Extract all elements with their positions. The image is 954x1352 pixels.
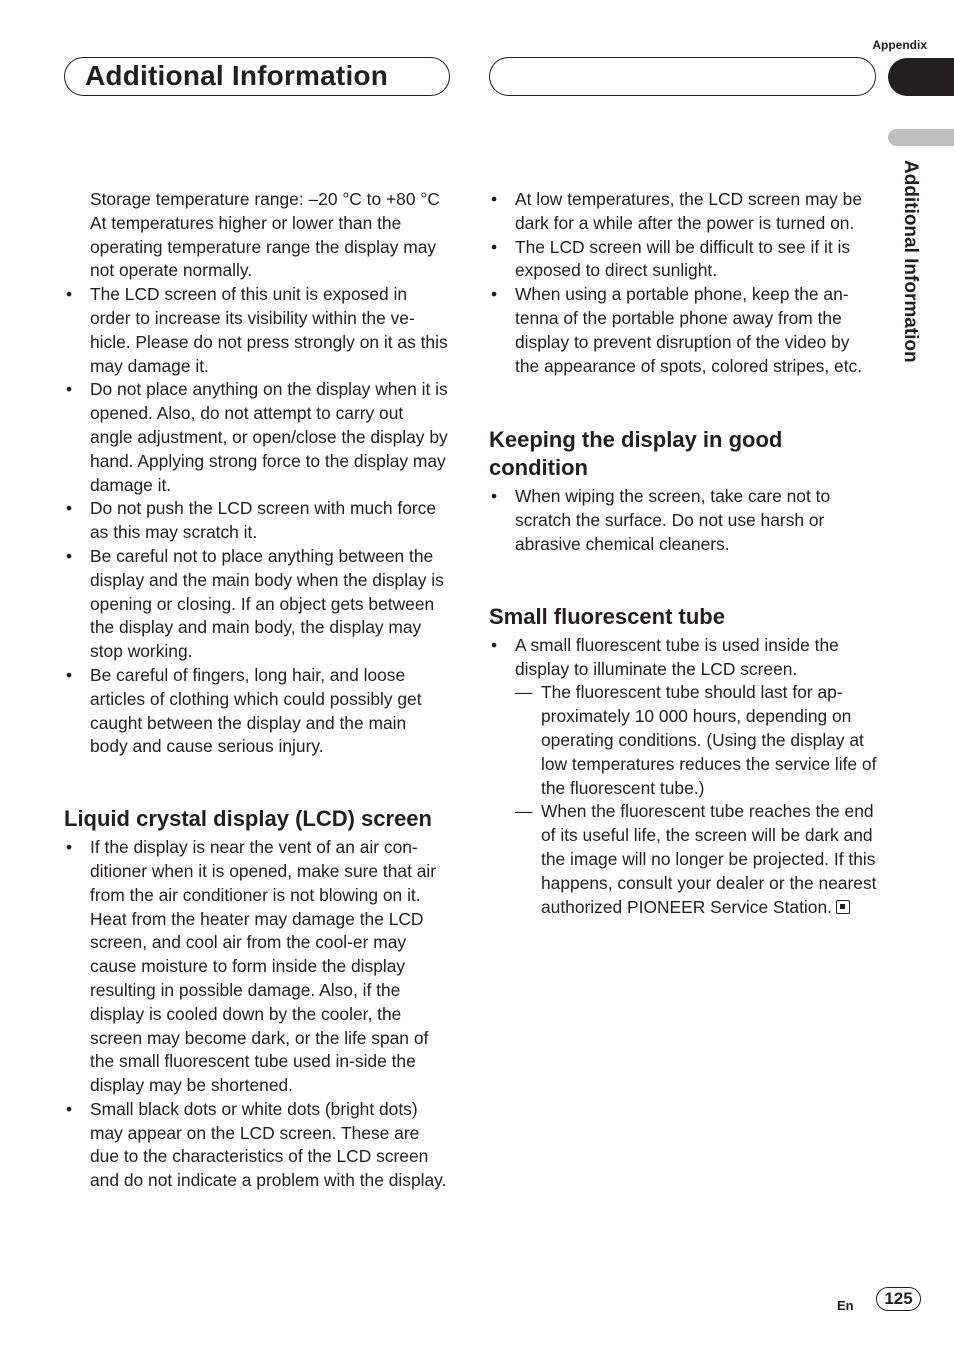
list-item: • Be careful not to place anything between the display and the main body when the display is opening or closing. If an object gets between the display and main body, the display may stop working. — [66, 545, 444, 662]
dash-item: — The fluorescent tube should last for ap-proximately 10 000 hours, depending on operating conditions. (Using the display at low temperatures reduces the service life of the fluorescent tube.) — [515, 682, 877, 798]
storage-temperature-text: Storage temperature range: –20 °C to +80 °C — [90, 189, 440, 209]
list-item: • The LCD screen of this unit is exposed in order to increase its visibility within the ve-hicle. Please do not press strongly on it as this may damage it. — [66, 284, 448, 376]
gray-thumb-tab — [888, 129, 954, 146]
language-label: En — [837, 1298, 854, 1313]
list-item: • Be careful of fingers, long hair, and loose articles of clothing which could possibly get caught between the display and the main body and cause serious injury. — [66, 664, 422, 757]
keeping-section-heading: Keeping the display in good condition — [489, 427, 783, 481]
tube-section-heading: Small fluorescent tube — [489, 603, 725, 629]
list-item: • A small fluorescent tube is used inside the display to illuminate the LCD screen. — The fluorescent tube should last for ap-proximately 10 000 hours, depending on operating conditions. (Using the display at low temperatures reduces the service life of the fluorescent tube.) — When the fluorescent tube reaches the end of its useful life, the screen will be dark and the image will no longer be projected. If this happens, consult your dealer or the nearest authorized PIONEER Service Station. — [489, 634, 877, 920]
list-item: • When wiping the screen, take care not to scratch the surface. Do not use harsh or abrasive chemical cleaners. — [491, 486, 831, 554]
tube-bullet-list — [489, 634, 877, 920]
left-bullet-list — [64, 283, 448, 759]
page-title: Additional Information — [85, 60, 389, 91]
list-item: • If the display is near the vent of an air con-ditioner when it is opened, make sure that air from the air conditioner is not blowing on it. Heat from the heater may damage the LCD screen, and cool air from the cool-er may cause moisture to form inside the display resulting in possible damage. Also, if the display is cooled down by the cooler, the screen may become dark, or the life span of the small fluorescent tube used in-side the display may be shortened. — [66, 837, 437, 1096]
temperature-warning-text: At temperatures higher or lower than the operating temperature range the display may not operate normally. — [90, 212, 437, 281]
list-item: • When using a portable phone, keep the an-tenna of the portable phone away from the display to prevent disruption of the video by the appearance of spots, colored stripes, etc. — [491, 284, 863, 376]
lcd-section-heading: Liquid crystal display (LCD) screen — [64, 806, 432, 832]
list-item: • Do not place anything on the display when it is opened. Also, do not attempt to carry out angle adjustment, or open/close the display by hand. Applying strong force to the display may damage it. — [66, 379, 448, 495]
page-number: 125 — [876, 1287, 921, 1311]
list-item: • Do not push the LCD screen with much force as this may scratch it. — [66, 498, 437, 543]
blank-header-box — [489, 57, 876, 96]
dash-item: — When the fluorescent tube reaches the end of its useful life, the screen will be dark and the image will no longer be projected. If this happens, consult your dealer or the nearest authorized PIONEER Service Station. — [515, 801, 877, 917]
list-item: • The LCD screen will be difficult to see if it is exposed to direct sunlight. — [491, 236, 851, 281]
right-bullet-list — [489, 188, 877, 378]
side-tab-label: Additional Information — [900, 160, 921, 363]
right-column — [489, 188, 877, 919]
section-title-box — [64, 57, 450, 96]
list-item: • Small black dots or white dots (bright dots) may appear on the LCD screen. These are due to the characteristics of the LCD screen and do not indicate a problem with the display. — [66, 1098, 447, 1191]
keeping-bullet-list — [489, 485, 877, 556]
left-column — [64, 188, 448, 1193]
list-item: • At low temperatures, the LCD screen may be dark for a while after the power is turned on. — [491, 189, 862, 233]
lcd-bullet-list — [64, 836, 448, 1193]
appendix-label: Appendix — [872, 38, 927, 52]
end-of-section-icon — [836, 900, 850, 914]
black-thumb-tab — [888, 58, 954, 96]
